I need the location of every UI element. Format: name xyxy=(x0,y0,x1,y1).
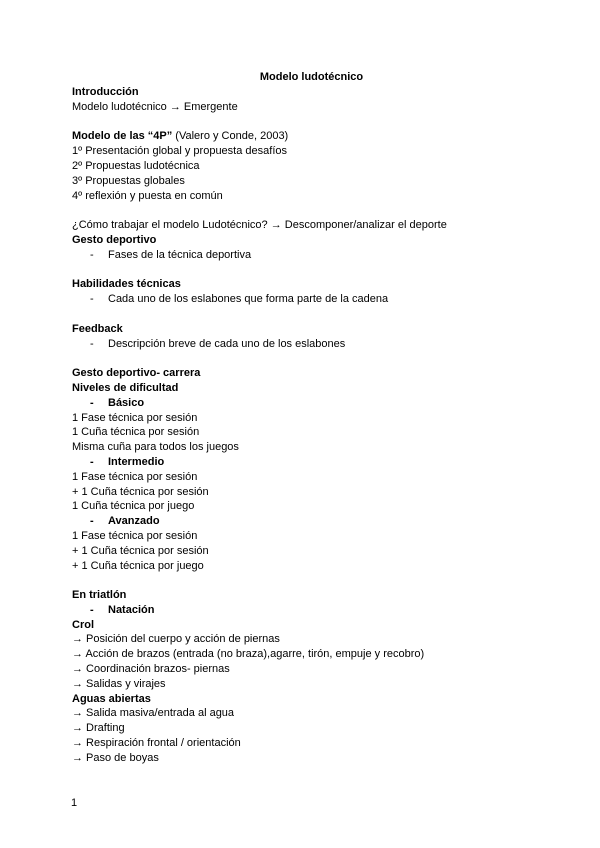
dash-bullet-icon: - xyxy=(90,293,94,306)
feedback-heading: Feedback xyxy=(72,322,123,335)
level-line: Misma cuña para todos los juegos xyxy=(72,441,239,454)
gesto-heading: Gesto deportivo xyxy=(72,233,157,246)
model4p-citation: (Valero y Conde, 2003) xyxy=(172,130,289,143)
spacer xyxy=(72,351,542,366)
crol-item: → Coordinación brazos- piernas xyxy=(72,663,230,676)
level-line: 1 Fase técnica por sesión xyxy=(72,411,198,424)
crol-item: → Salidas y virajes xyxy=(72,677,166,690)
model4p-heading-line xyxy=(72,129,542,144)
model4p-item: 3º Propuestas globales xyxy=(72,174,185,187)
level-line: 1 Fase técnica por sesión xyxy=(72,470,198,483)
question-line: ¿Cómo trabajar el modelo Ludotécnico? → Descomponer/analizar el deporte xyxy=(72,219,447,232)
spacer xyxy=(72,573,542,588)
model4p-item: 2º Propuestas ludotécnica xyxy=(72,159,200,172)
dash-bullet-icon: - xyxy=(90,396,94,409)
level-line: 1 Fase técnica por sesión xyxy=(72,529,198,542)
habilidades-bullet-text: Cada uno de los eslabones que forma parte de la cadena xyxy=(108,293,389,306)
spacer xyxy=(72,307,542,322)
level-line: 1 Cuña técnica por sesión xyxy=(72,426,200,439)
aguas-item: → Respiración frontal / orientación xyxy=(72,737,241,750)
level-line: + 1 Cuña técnica por juego xyxy=(72,559,204,572)
habilidades-heading: Habilidades técnicas xyxy=(72,278,181,291)
model4p-item: 4º reflexión y puesta en común xyxy=(72,189,223,202)
aguas-item: → Salida masiva/entrada al agua xyxy=(72,707,235,720)
aguas-item: → Drafting xyxy=(72,722,125,735)
feedback-bullet-text: Descripción breve de cada uno de los eslabones xyxy=(108,337,346,350)
spacer xyxy=(72,115,542,130)
intro-heading: Introducción xyxy=(72,86,139,98)
level-name: Intermedio xyxy=(108,455,165,468)
level-line: + 1 Cuña técnica por sesión xyxy=(72,544,209,557)
spacer xyxy=(72,263,542,278)
spacer xyxy=(72,203,542,218)
level-avanzado xyxy=(72,514,542,529)
crol-item: → Acción de brazos (entrada (no braza),agarre, tirón, empuje y recobro) xyxy=(72,648,425,661)
level-name: Básico xyxy=(108,396,145,409)
crol-heading: Crol xyxy=(72,618,94,631)
level-basico xyxy=(72,396,542,411)
dash-bullet-icon: - xyxy=(90,603,94,616)
dash-bullet-icon: - xyxy=(90,455,94,468)
gesto-bullet xyxy=(72,248,542,263)
natacion-bullet xyxy=(72,603,542,618)
niveles-heading: Niveles de dificultad xyxy=(72,381,179,394)
feedback-bullet xyxy=(72,337,542,352)
document-title: Modelo ludotécnico xyxy=(259,71,364,83)
aguas-item: → Paso de boyas xyxy=(72,751,159,764)
document-body xyxy=(72,70,542,766)
page-number: 1 xyxy=(71,797,78,809)
aguas-heading: Aguas abiertas xyxy=(72,692,151,705)
level-line: 1 Cuña técnica por juego xyxy=(72,500,195,513)
dash-bullet-icon: - xyxy=(90,515,94,528)
triatlon-heading: En triatlón xyxy=(72,589,127,602)
natacion-text: Natación xyxy=(108,603,155,616)
carrera-heading: Gesto deportivo- carrera xyxy=(72,367,201,380)
intro-line: Modelo ludotécnico → Emergente xyxy=(72,100,238,113)
level-name: Avanzado xyxy=(108,515,160,528)
model4p-heading: Modelo de las “4P” xyxy=(72,130,173,143)
dash-bullet-icon: - xyxy=(90,248,94,261)
level-intermedio xyxy=(72,455,542,470)
crol-item: → Posición del cuerpo y acción de piernas xyxy=(72,633,280,646)
dash-bullet-icon: - xyxy=(90,337,94,350)
model4p-item: 1º Presentación global y propuesta desafíos xyxy=(72,145,287,158)
habilidades-bullet xyxy=(72,292,542,307)
gesto-bullet-text: Fases de la técnica deportiva xyxy=(108,248,252,261)
level-line: + 1 Cuña técnica por sesión xyxy=(72,485,209,498)
